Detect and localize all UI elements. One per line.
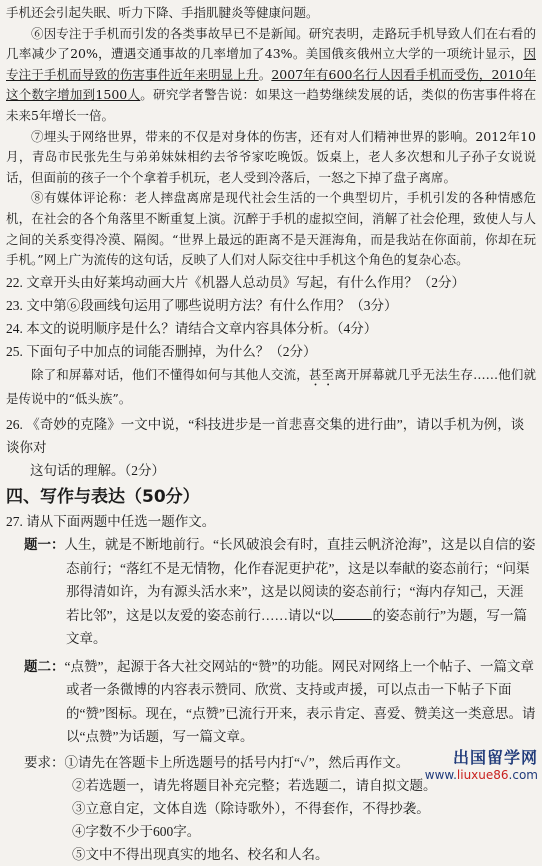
topic-one: 题一：人生，就是不断地前行。“长风破浪会有时，直挂云帆济沧海”，这是以自信的姿态前行；“落红不是无情物，化作春泥更护花”，这是以奉献的姿态前行；“问渠那得清如许，为有源头活水来”，这是以阅读的姿态前行；“海内存知己，天涯若比邻”，这是以友爱的姿态前行……请以“以 的姿态前行”为题，写一篇文章。 xyxy=(24,537,536,647)
requirement-item: ⑤文中不得出现真实的地名、校名和人名。 xyxy=(72,846,329,862)
question-25-quote: 除了和屏幕对话，他们不懂得如何与其他人交流，甚至离开屏幕就几乎无法生存……他们就是传说中的“低头族”。 xyxy=(6,366,536,406)
requirement-item: 要求：①请先在答题卡上所选题号的括号内打“✓”，然后再作文。 xyxy=(24,754,410,770)
watermark-title: 出国留学网 xyxy=(452,748,538,767)
underlined-sentence-1: 因专注于手机而导致的伤害事件近年来明显上升 xyxy=(6,46,536,82)
topic-two-label: 题二： xyxy=(24,658,65,674)
passage-paragraph-8: ⑧有媒体评论称：老人摔盘离席是现代社会生活的一个典型切片，手机引发的各种情感危机，在社会的各个角落里不断重复上演。沉醉于手机的虚拟空间，消解了社会伦理，致使人与人之间的关系变得冷漠、隔阂。“世界上最远的距离不是天涯海角，而是我站在你面前，你却在玩手机。”网上广为流传的这句话，反映了人们对人际交往中手机这个角色的复杂心态。 xyxy=(6,190,536,268)
question-26: 26. 《奇妙的克隆》一文中说，“科技进步是一首悲喜交集的进行曲”，请以手机为例，谈谈你对 这句话的理解。（2分） xyxy=(6,417,525,479)
requirement-item: ②若选题一，请先将题目补充完整；若选题二，请自拟文题。 xyxy=(72,777,437,793)
question-25: 25. 下面句子中加点的词能否删掉，为什么？（2分） xyxy=(6,343,317,359)
topic-two: 题二：“点赞”，起源于各大社交网站的“赞”的功能。网民对网络上一个帖子、一篇文章或者一条微博的内容表示赞同、欣赏、支持或声援，可以点击一下帖子下面的“赞”图标。现在，“点赞”已流行开来，表示肯定、喜爱、赞美这一类意思。请以“点赞”为话题，写一篇文章。 xyxy=(24,658,536,745)
requirements-label: 要求： xyxy=(24,754,65,770)
passage-paragraph-7: ⑦埋头于网络世界，带来的不仅是对身体的伤害，还有对人们精神世界的影响。2012年10月，青岛市民张先生与弟弟妹妹相约去爷爷家吃晚饭。饭桌上，老人多次想和儿子孙子女说说话，但面前的孩子一个个拿着手机玩，老人受到冷落后，一怒之下掉了盘子离席。 xyxy=(6,128,536,185)
watermark-url: www.liuxue86.com xyxy=(424,768,538,782)
requirement-item: ③立意自定，文体自选（除诗歌外），不得套作，不得抄袭。 xyxy=(72,800,430,816)
question-23: 23. 文中第⑥段画线句运用了哪些说明方法？有什么作用？（3分） xyxy=(6,297,398,313)
dotted-word: 甚至 xyxy=(308,366,335,382)
section-heading: 四、写作与表达（50分） xyxy=(6,487,200,508)
site-watermark xyxy=(425,745,538,782)
question-24: 24. 本文的说明顺序是什么？请结合文章内容具体分析。（4分） xyxy=(6,320,378,336)
passage-paragraph-end-5: 手机还会引起失眠、听力下降、手指肌腱炎等健康问题。 xyxy=(6,5,319,20)
topic-one-label: 题一： xyxy=(24,537,65,553)
underlined-sentence-2: 2007年有600名行人因看手机而受伤，2010年这个数字增加到1500人 xyxy=(6,66,536,103)
question-27: 27. 请从下面两题中任选一题作文。 xyxy=(6,514,216,530)
question-22: 22. 文章开头由好莱坞动画大片《机器人总动员》写起，有什么作用？（2分） xyxy=(6,274,465,290)
passage-paragraph-6: ⑥因专注于手机而引发的各类事故早已不是新闻。研究表明，走路玩手机导致人们在右看的几率减少了20%，遭遇交通事故的几率增加了43%。美国俄亥俄州立大学的一项统计显示，因专注于手机而导致的伤害事件近年来明显上升。2007年有600名行人因看手机而受伤，2010年这个数字增加到1500人。研究学者警告说：如果这一趋势继续发展的话，类似的伤害事件将在未来5年增长一倍。 xyxy=(6,25,536,123)
requirement-item: ④字数不少于600字。 xyxy=(72,823,201,839)
fill-blank xyxy=(334,607,372,620)
